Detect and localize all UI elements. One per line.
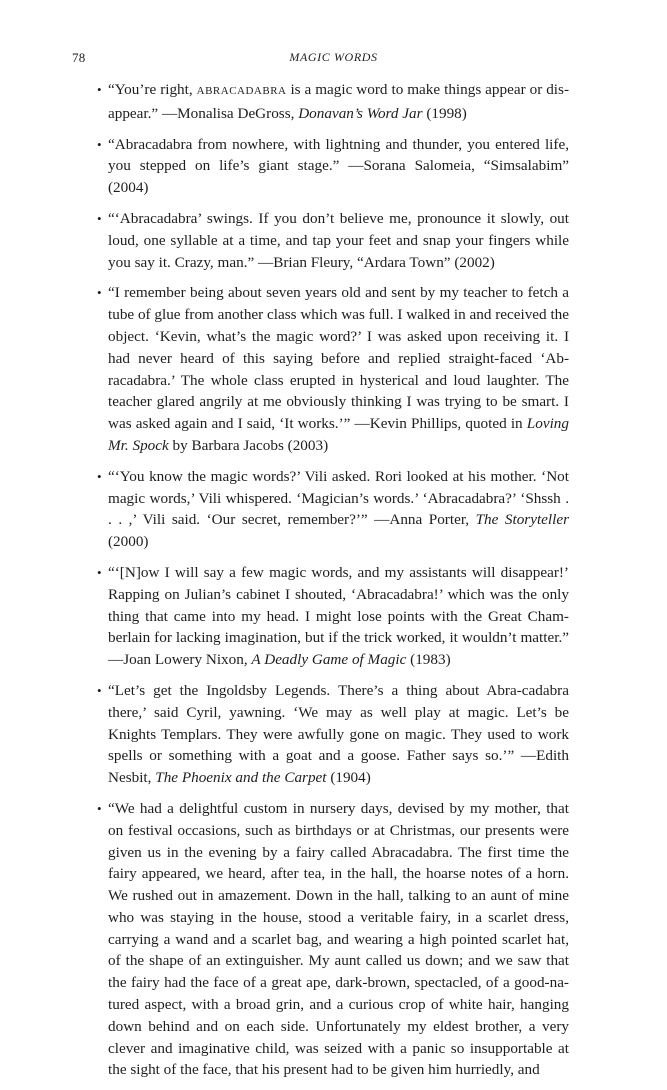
running-title: MAGIC WORDS (289, 50, 378, 64)
quote-date: (1983) (406, 651, 451, 669)
quote-item (97, 208, 569, 273)
page-number: 78 (72, 50, 86, 65)
quote-source-title: Donavan’s Word Jar (298, 104, 423, 122)
quote-item (97, 282, 569, 456)
quote-text: “‘You know the magic words?’ Vili asked. Rori looked at his mother. ‘Not magic words,’ Vili whispered. ‘Magician’s words.’ ‘Abracadabra?’ ‘Shssh . . . ,’ Vili said. ‘Our secret, remember?’” —Anna Porter, (108, 467, 569, 529)
quote-source-title: The Phoenix and the Carpet (155, 769, 327, 787)
quote-item (97, 134, 569, 199)
bullet-icon: • (97, 564, 102, 580)
running-header (0, 50, 667, 70)
quote-text: “‘[N]ow I will say a few magic words, and my assistants will disappear!’ Rapping on Julian’s cabinet I shouted, ‘Abracadabra!’ which was the only thing that came into my head. I might lose points with the Great Cham-berlain for lacking imagination, but if the trick worked, it wouldn’t matter.” —Joan Lowery Nixon, (108, 563, 569, 669)
bullet-icon: • (97, 136, 102, 152)
quote-keyword: ABRACADABRA (196, 85, 287, 97)
bullet-icon: • (97, 210, 102, 226)
bullet-icon: • (97, 285, 102, 301)
quote-date: by Barbara Jacobs (2003) (168, 436, 329, 454)
quote-date: (1904) (326, 769, 371, 787)
quote-item (97, 466, 570, 553)
quote-text: is a magic word to make things appear or dis-appear.” —Monalisa DeGross, (108, 81, 569, 122)
bullet-icon: • (97, 682, 102, 698)
quote-date: (1998) (422, 104, 467, 122)
bullet-icon: • (97, 800, 102, 816)
bullet-icon: • (97, 82, 102, 97)
quote-text: “‘Abracadabra’ swings. If you don’t believe me, pronounce it slowly, out loud, one syllable at a time, and tap your feet and snap your fingers while you say it. Crazy, man.” —Brian Fleury, “Ardara Town” (2002) (108, 209, 569, 271)
quote-item (97, 79, 569, 125)
quote-item (97, 680, 569, 789)
quote-item (97, 798, 569, 1081)
quote-text: “I remember being about seven years old and sent by my teacher to fetch a tube of glue from another class which was full. I walked in and received the object. ‘Kevin, what’s the magic word?’ I was asked upon receiving it. I had never heard of this saying before and replied straight-faced ‘Ab-racadabra.’ The whole class erupted in hysterical and loud laughter. The teacher glared angrily at me obviously thinking I was trying to be smart. I was asked again and I said, ‘It works.’” —Kevin Phillips, quoted in (108, 284, 569, 433)
quote-source-title: The Storyteller (475, 511, 570, 529)
quote-item (97, 562, 569, 671)
quote-text: “You’re right, (108, 81, 197, 98)
quote-text: “Abracadabra from nowhere, with lightning and thunder, you entered life, you stepped on life’s giant stage.” —Sorana Salomeia, “Simsalabim” (2004) (108, 135, 569, 197)
quote-source-title: Loving Mr. Spock (108, 415, 569, 454)
quote-date: (2000) (108, 533, 149, 551)
quote-source-title: A Deadly Game of Magic (251, 651, 407, 669)
quotation-list (97, 79, 570, 1090)
bullet-icon: • (97, 468, 102, 484)
quote-text: “We had a delightful custom in nursery days, devised by my mother, that on festival occasions, such as birthdays or at Christmas, our presents were given us in the evening by a fairy called Abracadabra. The first time the fairy appeared, we heard, after tea, in the hall, the hoarse notes of a horn. We rushed out in amazement. Down in the hall, talking to an aunt of mine who was staying in the house, stood a veritable fairy, in a scarlet dress, carrying a wand and a scarlet bag, and wearing a high pointed scarlet hat, of the shape of an extinguisher. My aunt called us down; and we saw that the fairy had the face of a great ape, dark-brown, spectacled, of a good-na-tured aspect, with a broad grin, and a curious crop of white hair, hanging down behind and on each side. Unfortunately my eldest brother, a very clever and imaginative child, was seized with a panic so insupportable at the sight of the face, that his present had to be given him hurriedly, and (108, 799, 569, 1079)
quote-text: “Let’s get the Ingoldsby Legends. There’s a thing about Abra-cadabra there,’ said Cyril, yawning. ‘We may as well play at magic. Let’s be Knights Templars. They were awfully gone on magic. They used to work spells or something with a goat and a goose. Father says so.’” —Edith Nesbit, (108, 681, 569, 787)
